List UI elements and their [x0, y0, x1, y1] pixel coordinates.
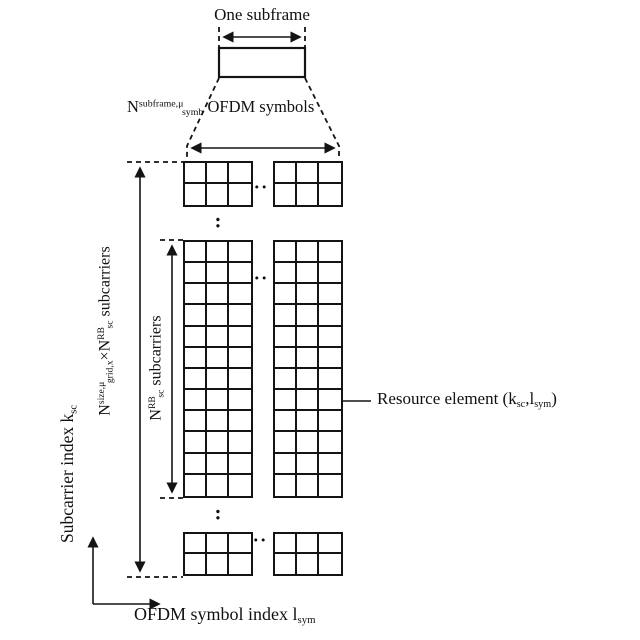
resource-element-cell: [207, 184, 229, 205]
resource-element-cell: [275, 348, 297, 369]
resource-element-cell: [297, 184, 319, 205]
resource-element-cell: [207, 327, 229, 348]
resource-element-cell: [185, 432, 207, 453]
formula-superscript: subframe,μ: [138, 98, 184, 110]
resource-element-cell: [185, 369, 207, 390]
resource-element-cell: [207, 534, 229, 554]
resource-element-label: [377, 390, 557, 410]
resource-element-cell: [319, 411, 341, 432]
resource-element-cell: [185, 534, 207, 554]
axis-text: Subcarrier index: [57, 422, 78, 544]
resource-element-cell: [297, 554, 319, 574]
resource-element-cell: [319, 475, 341, 496]
formula-superscript: RB: [147, 396, 159, 409]
formula-base: N: [96, 404, 114, 416]
resource-element-cell: [297, 163, 319, 184]
resource-element-cell: [275, 454, 297, 475]
resource-element-cell: [229, 390, 251, 411]
resource-element-cell: [297, 327, 319, 348]
resource-element-cell: [207, 390, 229, 411]
resource-element-cell: [229, 554, 251, 574]
resource-element-cell: [319, 242, 341, 263]
resource-element-cell: [297, 242, 319, 263]
resource-element-cell: [207, 454, 229, 475]
top-left-resource-block: [183, 161, 253, 207]
middle-left-resource-block: [183, 240, 253, 498]
formula-base: N: [96, 339, 114, 352]
resource-element-cell: [319, 348, 341, 369]
symbol-axis-label: [134, 605, 316, 627]
resource-element-cell: [297, 284, 319, 305]
resource-element-cell: [185, 454, 207, 475]
one-subframe-label: One subframe: [214, 5, 310, 24]
comma: ,: [525, 388, 530, 408]
resource-element-cell: [297, 534, 319, 554]
axis-variable-subscript: sym: [297, 614, 316, 627]
formula-subscript: grid,x: [104, 360, 116, 384]
formula-subscript: sc: [155, 389, 167, 398]
resource-element-cell: [185, 163, 207, 184]
resource-element-cell: [207, 554, 229, 574]
resource-element-cell: [297, 475, 319, 496]
ellipsis-horizontal-middle: ··: [253, 268, 269, 290]
resource-element-cell: [185, 411, 207, 432]
resource-element-cell: [275, 534, 297, 554]
axis-variable-subscript: sc: [68, 404, 80, 414]
k-variable: k: [508, 388, 517, 408]
resource-element-cell: [297, 432, 319, 453]
resource-element-cell: [297, 305, 319, 326]
middle-right-resource-block: [273, 240, 343, 498]
resource-element-cell: [319, 184, 341, 205]
resource-element-cell: [185, 242, 207, 263]
resource-element-cell: [185, 348, 207, 369]
resource-element-cell: [207, 411, 229, 432]
formula-subscript: symb: [181, 106, 204, 118]
resource-element-cell: [319, 454, 341, 475]
resource-element-cell: [275, 263, 297, 284]
resource-element-cell: [229, 348, 251, 369]
resource-element-cell: [275, 284, 297, 305]
resource-element-cell: [319, 305, 341, 326]
formula-rest: subcarriers: [96, 246, 114, 321]
resource-element-cell: [229, 163, 251, 184]
resource-element-cell: [319, 369, 341, 390]
resource-element-cell: [319, 432, 341, 453]
resource-element-cell: [207, 284, 229, 305]
resource-element-cell: [275, 242, 297, 263]
resource-element-cell: [275, 432, 297, 453]
resource-element-cell: [297, 454, 319, 475]
resource-element-cell: [229, 534, 251, 554]
rb-subcarriers-count-label: [147, 315, 166, 420]
formula-base: N: [127, 97, 139, 116]
resource-element-cell: [185, 263, 207, 284]
k-subscript: sc: [516, 398, 526, 410]
resource-element-cell: [275, 411, 297, 432]
ellipsis-vertical-top: :: [214, 208, 222, 233]
resource-element-cell: [275, 163, 297, 184]
resource-element-cell: [229, 184, 251, 205]
resource-element-cell: [319, 163, 341, 184]
resource-element-cell: [229, 242, 251, 263]
resource-element-cell: [207, 369, 229, 390]
resource-element-cell: [185, 390, 207, 411]
top-right-resource-block: [273, 161, 343, 207]
resource-element-cell: [319, 390, 341, 411]
resource-element-cell: [275, 305, 297, 326]
resource-element-cell: [319, 284, 341, 305]
axis-variable: l: [292, 604, 298, 624]
subcarrier-axis-label: [58, 405, 80, 543]
formula-base: N: [147, 409, 165, 421]
resource-element-cell: [207, 432, 229, 453]
resource-element-cell: [229, 454, 251, 475]
resource-element-cell: [207, 263, 229, 284]
ellipsis-horizontal-bottom: ··: [252, 530, 268, 552]
resource-element-cell: [207, 242, 229, 263]
resource-element-cell: [275, 475, 297, 496]
axis-variable: k: [57, 413, 78, 423]
label-text: Resource element (: [377, 388, 509, 408]
bottom-right-resource-block: [273, 532, 343, 576]
resource-element-cell: [207, 163, 229, 184]
resource-element-cell: [229, 475, 251, 496]
resource-element-cell: [275, 327, 297, 348]
resource-element-cell: [319, 327, 341, 348]
resource-element-cell: [297, 263, 319, 284]
resource-element-cell: [229, 327, 251, 348]
resource-element-cell: [207, 475, 229, 496]
resource-element-cell: [319, 554, 341, 574]
resource-element-cell: [229, 411, 251, 432]
resource-element-cell: [229, 432, 251, 453]
formula-superscript: RB: [96, 327, 108, 340]
resource-element-cell: [319, 263, 341, 284]
ellipsis-vertical-bottom: :: [214, 500, 222, 525]
resource-element-cell: [319, 534, 341, 554]
resource-element-cell: [185, 475, 207, 496]
resource-element-cell: [185, 327, 207, 348]
formula-subscript: sc: [104, 320, 116, 329]
resource-element-cell: [229, 284, 251, 305]
times-sign: ×: [96, 351, 114, 361]
formula-rest: OFDM symbols: [203, 97, 315, 116]
l-subscript: sym: [534, 398, 552, 410]
resource-element-cell: [185, 305, 207, 326]
resource-element-cell: [185, 184, 207, 205]
l-variable: l: [529, 388, 535, 408]
ofdm-symbols-count-label: [127, 98, 314, 119]
resource-element-cell: [275, 369, 297, 390]
resource-element-cell: [229, 369, 251, 390]
label-text: ): [551, 388, 557, 408]
resource-element-cell: [297, 369, 319, 390]
resource-element-cell: [275, 184, 297, 205]
resource-element-cell: [185, 284, 207, 305]
axis-text: OFDM symbol index: [134, 604, 293, 624]
resource-element-cell: [297, 348, 319, 369]
subframe-box: [219, 48, 305, 77]
bottom-left-resource-block: [183, 532, 253, 576]
resource-element-cell: [275, 554, 297, 574]
resource-element-cell: [297, 411, 319, 432]
resource-element-cell: [297, 390, 319, 411]
formula-rest: subcarriers: [147, 315, 165, 390]
resource-element-cell: [229, 305, 251, 326]
ellipsis-horizontal-top: ··: [253, 177, 269, 199]
grid-subcarriers-count-label: [96, 246, 115, 415]
resource-element-cell: [275, 390, 297, 411]
resource-element-cell: [207, 348, 229, 369]
resource-element-cell: [185, 554, 207, 574]
resource-element-cell: [229, 263, 251, 284]
formula-superscript: size,μ: [96, 381, 108, 405]
resource-element-cell: [207, 305, 229, 326]
